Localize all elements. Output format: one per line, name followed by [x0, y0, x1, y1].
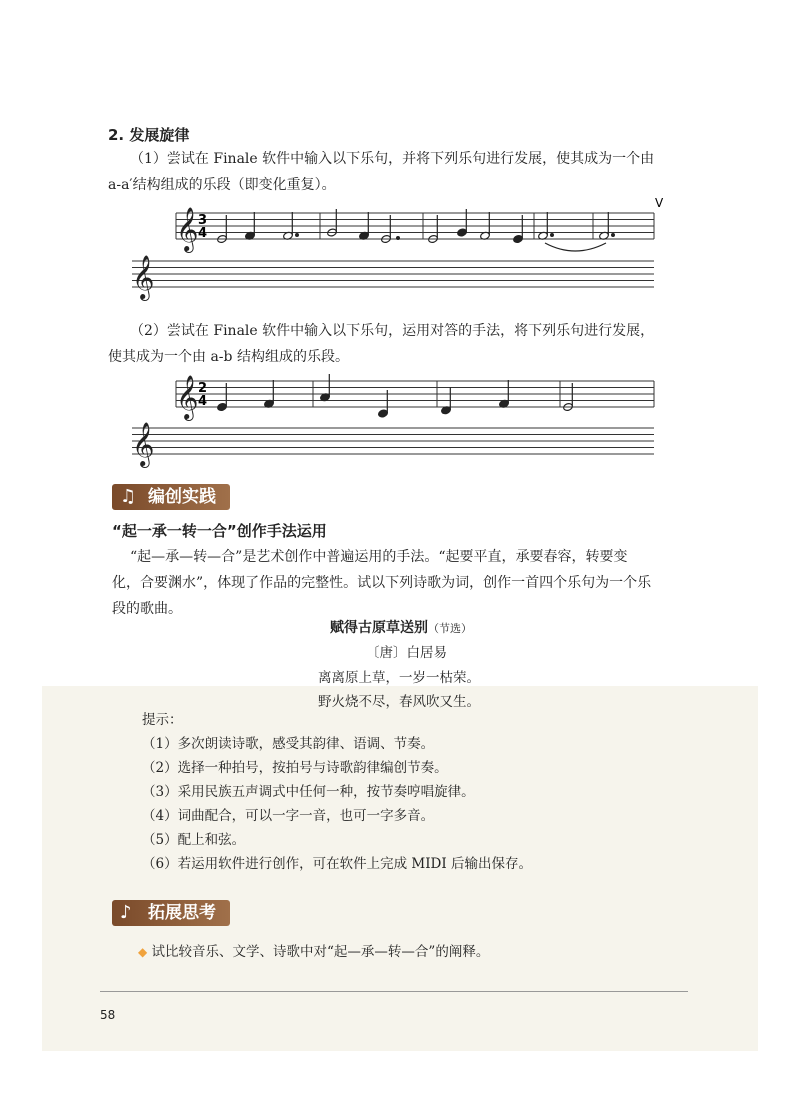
practice-badge-label: 编创实践: [148, 487, 216, 507]
music-note-icon: ♫: [120, 486, 137, 507]
treble-clef-icon: 𝄞: [132, 255, 155, 299]
breath-mark: V: [655, 196, 664, 210]
score-1: [132, 195, 664, 305]
hint-item: （4）词曲配合，可以一字一音，也可一字多音。: [142, 808, 435, 824]
item2-text: （2）尝试在 Finale 软件中输入以下乐句，运用对答的手法，将下列乐句进行发展，: [130, 323, 655, 339]
poem-line-2: 野火烧不尽，春风吹又生。: [318, 694, 480, 710]
time-sig-top: 3: [198, 213, 208, 228]
item1-text: （1）尝试在 Finale 软件中输入以下乐句，并将下列乐句进行发展，使其成为一个由: [130, 151, 655, 167]
page-number: 58: [100, 1008, 116, 1022]
poem-title-row: [330, 617, 472, 637]
extend-badge: [112, 900, 230, 926]
extend-question-row: [138, 940, 489, 960]
treble-clef-icon: 𝄞: [176, 207, 199, 251]
poem-title: 赋得古原草送别: [330, 620, 428, 636]
practice-badge: [112, 484, 230, 510]
diamond-bullet-icon: ◆: [138, 945, 148, 959]
treble-clef-icon: 𝄞: [176, 375, 199, 419]
poem-line-1: 离离原上草，一岁一枯荣。: [318, 670, 480, 686]
extend-badge-label: 拓展思考: [148, 903, 216, 923]
time-sig-bottom: 4: [198, 394, 208, 409]
practice-para-line3: 段的歌曲。: [112, 601, 182, 617]
practice-heading: “起一承一转一合”创作手法运用: [112, 522, 327, 540]
hint-item: （3）采用民族五声调式中任何一种，按节奏哼唱旋律。: [142, 784, 475, 800]
item1-text-cont: a-a′结构组成的乐段（即变化重复）。: [108, 177, 336, 193]
hint-item: （5）配上和弦。: [142, 832, 246, 848]
poem-author: 〔唐〕白居易: [366, 645, 447, 661]
treble-clef-icon: 𝄞: [132, 422, 155, 466]
hint-item: （2）选择一种拍号，按拍号与诗歌韵律编创节奏。: [142, 760, 448, 776]
practice-para-line2: 化，合要渊水”，体现了作品的完整性。试以下列诗歌为词，创作一首四个乐句为一个乐: [112, 575, 652, 591]
score-2: [132, 368, 660, 468]
time-sig-top: 2: [198, 381, 208, 396]
poem-note: （节选）: [428, 622, 472, 635]
section-title: 2. 发展旋律: [108, 126, 190, 144]
music-note-icon: ♪: [120, 902, 132, 923]
item2-text-cont: 使其成为一个由 a-b 结构组成的乐段。: [108, 349, 349, 365]
extend-question: 试比较音乐、文学、诗歌中对“起—承—转—合”的阐释。: [151, 944, 490, 960]
practice-para-line1: “起—承—转—合”是艺术创作中普遍运用的手法。“起要平直，承要春容，转要变: [130, 549, 628, 565]
hint-item: （6）若运用软件进行创作，可在软件上完成 MIDI 后输出保存。: [142, 856, 532, 872]
footer-divider: [100, 991, 688, 992]
hint-item: （1）多次朗读诗歌，感受其韵律、语调、节奏。: [142, 736, 435, 752]
time-sig-bottom: 4: [198, 226, 208, 241]
hints-label: 提示：: [142, 712, 183, 728]
